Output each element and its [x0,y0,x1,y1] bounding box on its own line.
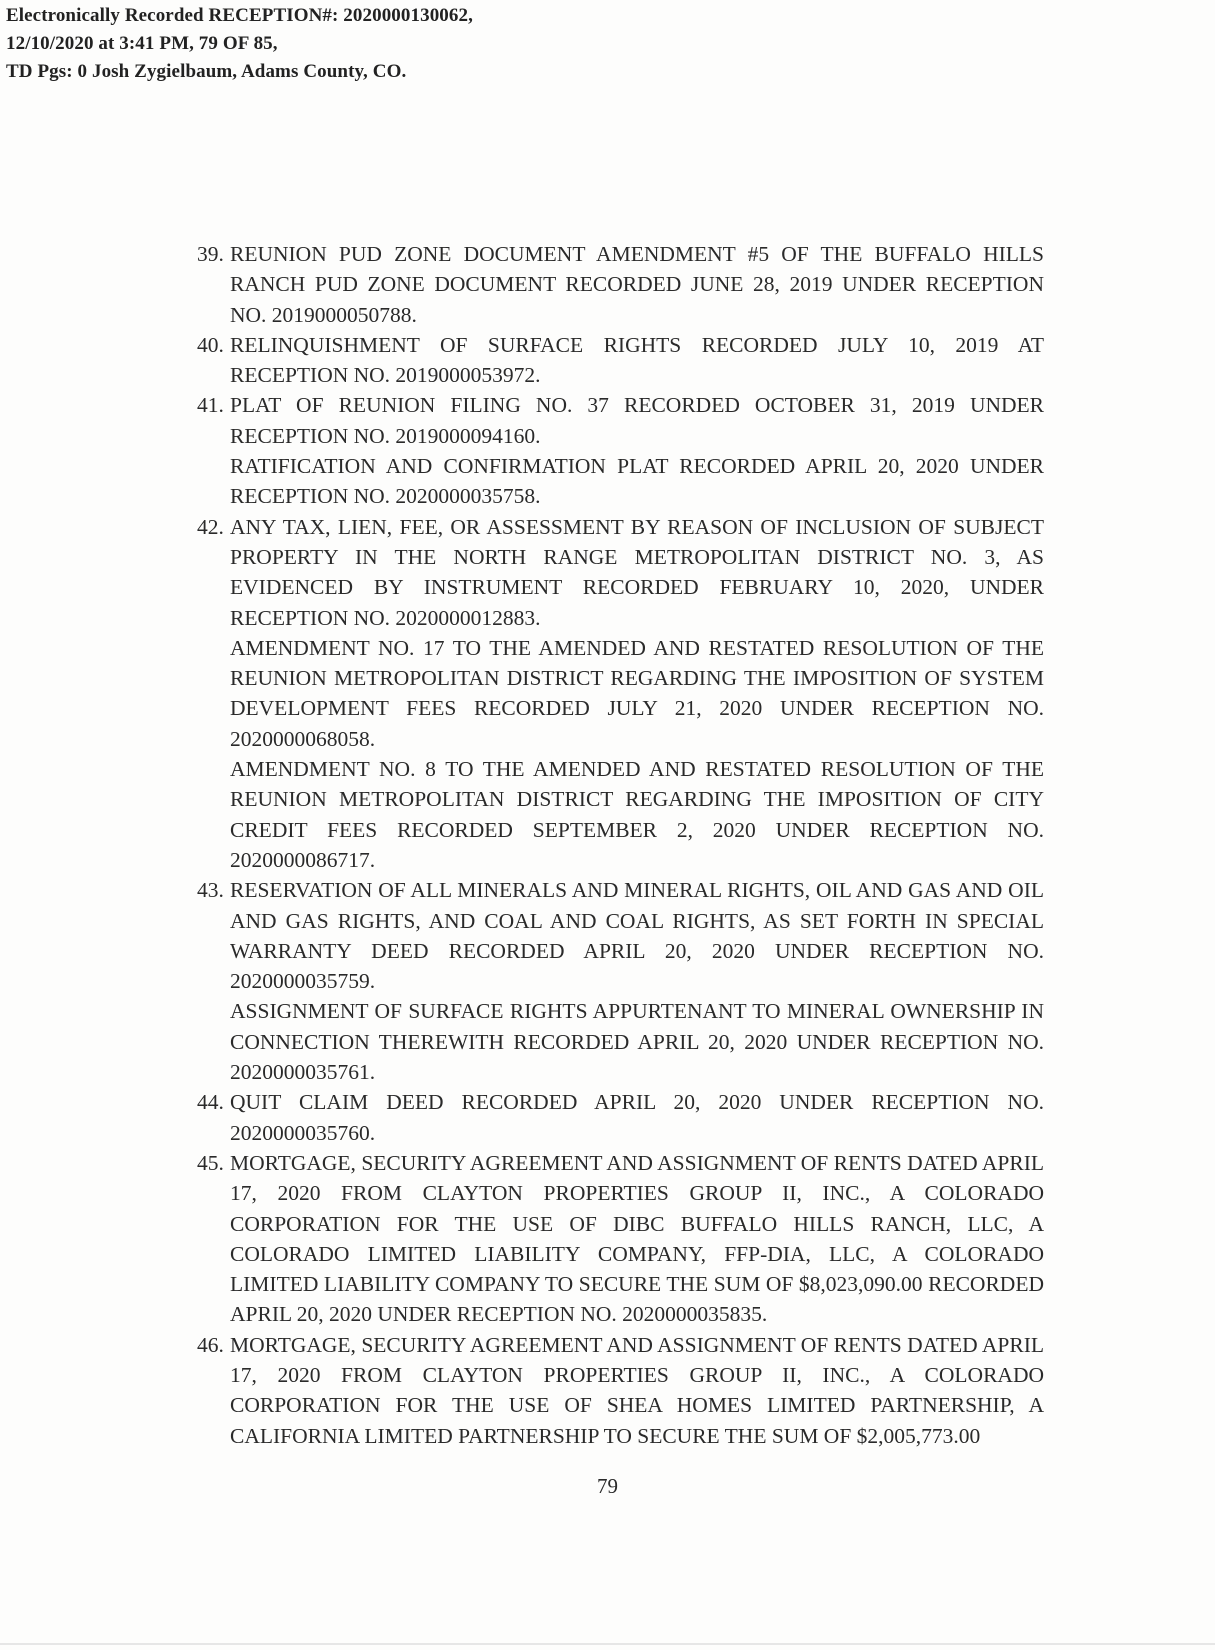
list-item-43 [197,875,1044,1087]
item-content [230,1087,1044,1148]
stamp-line-date: 12/10/2020 at 3:41 PM, 79 OF 85, [6,33,278,54]
item-paragraph: MORTGAGE, SECURITY AGREEMENT AND ASSIGNMENT OF RENTS DATED APRIL 17, 2020 FROM CLAYTON PROPERTIES GROUP II, INC., A COLORADO CORPORATION FOR THE USE OF DIBC BUFFALO HILLS RANCH, LLC, A COLORADO LIMITED LIABILITY COMPANY, FFP-DIA, LLC, A COLORADO LIMITED LIABILITY COMPANY TO SECURE THE SUM OF $8,023,090.00 RECORDED APRIL 20, 2020 UNDER RECEPTION NO. 2020000035835. [230,1150,1044,1327]
item-content [230,875,1044,1087]
item-number: 42. [197,514,224,539]
item-paragraph: RESERVATION OF ALL MINERALS AND MINERAL RIGHTS, OIL AND GAS AND OIL AND GAS RIGHTS, AND COAL AND COAL RIGHTS, AS SET FORTH IN SPECIAL WARRANTY DEED RECORDED APRIL 20, 2020 UNDER RECEPTION NO. 2020000035759. [230,878,1044,994]
item-paragraph: QUIT CLAIM DEED RECORDED APRIL 20, 2020 UNDER RECEPTION NO. 2020000035760. [230,1090,1044,1145]
item-number: 46. [197,1332,224,1357]
item-number: 44. [197,1090,224,1115]
list-item-44 [197,1087,1044,1148]
list-item-40 [197,330,1044,391]
item-number: 45. [197,1150,224,1175]
item-content [230,390,1044,511]
item-paragraph: ASSIGNMENT OF SURFACE RIGHTS APPURTENANT TO MINERAL OWNERSHIP IN CONNECTION THEREWITH RECORDED APRIL 20, 2020 UNDER RECEPTION NO. 2020000035761. [230,999,1044,1085]
item-content [230,239,1044,330]
item-number: 39. [197,242,224,266]
item-paragraph: RELINQUISHMENT OF SURFACE RIGHTS RECORDED JULY 10, 2019 AT RECEPTION NO. 2019000053972. [230,332,1044,388]
scan-edge-divider [0,1643,1215,1645]
item-number: 43. [197,878,224,903]
stamp-line-reception: Electronically Recorded RECEPTION#: 2020000130062, [6,5,473,26]
stamp-line-recorder: TD Pgs: 0 Josh Zygielbaum, Adams County, CO. [6,61,407,82]
item-paragraph: ANY TAX, LIEN, FEE, OR ASSESSMENT BY REASON OF INCLUSION OF SUBJECT PROPERTY IN THE NORTH RANGE METROPOLITAN DISTRICT NO. 3, AS EVIDENCED BY INSTRUMENT RECORDED FEBRUARY 10, 2020, UNDER RECEPTION NO. 2020000012883. [230,514,1044,630]
item-paragraph: PLAT OF REUNION FILING NO. 37 RECORDED OCTOBER 31, 2019 UNDER RECEPTION NO. 2019000094160. [230,393,1044,448]
page-number: 79 [597,1474,618,1498]
document-body [197,239,1044,1451]
item-number: 40. [197,332,224,357]
item-paragraph: MORTGAGE, SECURITY AGREEMENT AND ASSIGNMENT OF RENTS DATED APRIL 17, 2020 FROM CLAYTON PROPERTIES GROUP II, INC., A COLORADO CORPORATION FOR THE USE OF SHEA HOMES LIMITED PARTNERSHIP, A CALIFORNIA LIMITED PARTNERSHIP TO SECURE THE SUM OF $2,005,773.00 [230,1332,1044,1448]
item-paragraph: REUNION PUD ZONE DOCUMENT AMENDMENT #5 OF THE BUFFALO HILLS RANCH PUD ZONE DOCUMENT RECORDED JUNE 28, 2019 UNDER RECEPTION NO. 2019000050788. [230,242,1044,327]
item-paragraph: RATIFICATION AND CONFIRMATION PLAT RECORDED APRIL 20, 2020 UNDER RECEPTION NO. 2020000035758. [230,454,1044,509]
item-content [230,1330,1044,1451]
item-number: 41. [197,393,224,418]
list-item-42 [197,512,1044,876]
recording-stamp [6,2,473,86]
item-content [230,330,1044,391]
item-paragraph: AMENDMENT NO. 8 TO THE AMENDED AND RESTATED RESOLUTION OF THE REUNION METROPOLITAN DISTRICT REGARDING THE IMPOSITION OF CITY CREDIT FEES RECORDED SEPTEMBER 2, 2020 UNDER RECEPTION NO. 2020000086717. [230,757,1044,872]
item-content [230,512,1044,876]
item-content [230,1148,1044,1330]
list-item-46 [197,1330,1044,1451]
list-item-41 [197,390,1044,511]
list-item-39 [197,239,1044,330]
list-item-45 [197,1148,1044,1330]
item-paragraph: AMENDMENT NO. 17 TO THE AMENDED AND RESTATED RESOLUTION OF THE REUNION METROPOLITAN DISTRICT REGARDING THE IMPOSITION OF SYSTEM DEVELOPMENT FEES RECORDED JULY 21, 2020 UNDER RECEPTION NO. 2020000068058. [230,635,1044,751]
